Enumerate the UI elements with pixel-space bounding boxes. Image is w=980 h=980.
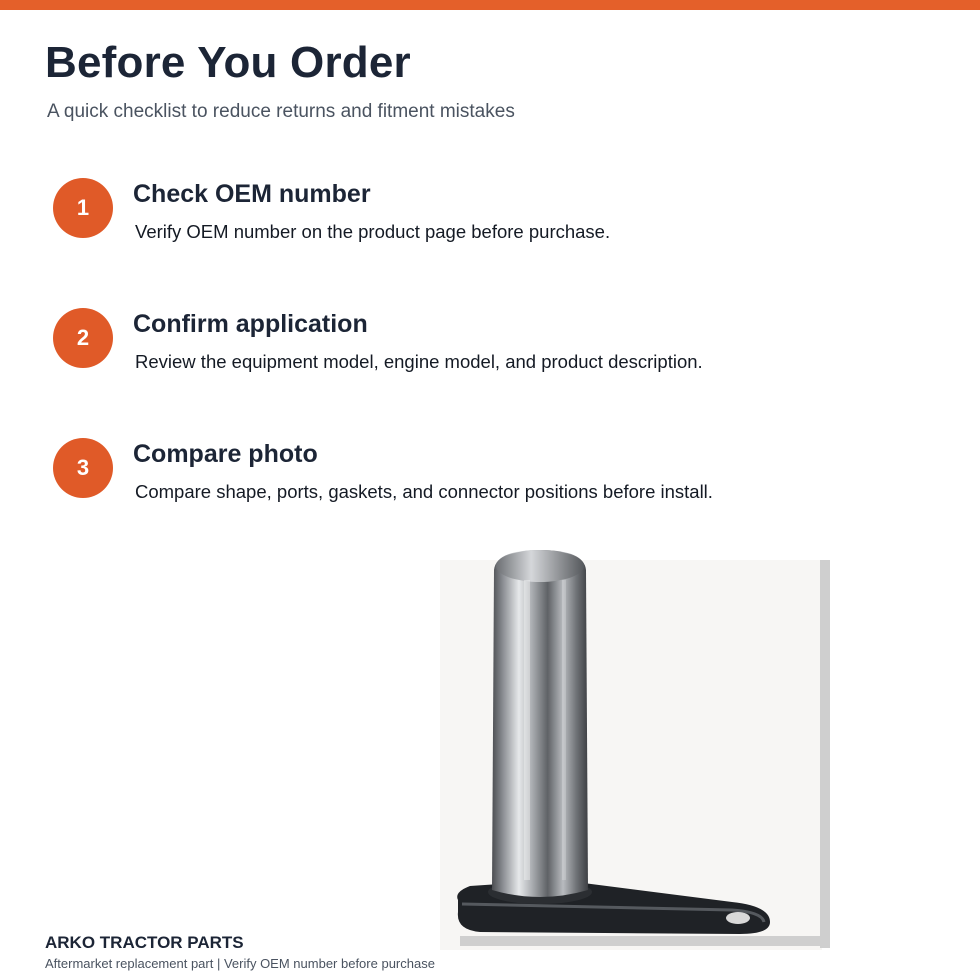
step-description: Review the equipment model, engine model, and product description. (135, 351, 703, 372)
step-title: Compare photo (133, 440, 318, 468)
page-title: Before You Order (45, 38, 411, 87)
footer-tagline: Aftermarket replacement part | Verify OEM number before purchase (45, 956, 435, 971)
step-description: Compare shape, ports, gaskets, and connector positions before install. (135, 481, 713, 502)
product-photo (440, 540, 840, 960)
step-title: Check OEM number (133, 180, 371, 208)
step-number-badge: 1 (53, 178, 113, 238)
step-title: Confirm application (133, 310, 368, 338)
brand-name: ARKO TRACTOR PARTS (45, 933, 244, 952)
top-accent-bar (0, 0, 980, 10)
step-description: Verify OEM number on the product page before purchase. (135, 221, 611, 242)
step-number-badge: 3 (53, 438, 113, 498)
step-number-badge: 2 (53, 308, 113, 368)
page-subtitle: A quick checklist to reduce returns and fitment mistakes (47, 101, 515, 122)
